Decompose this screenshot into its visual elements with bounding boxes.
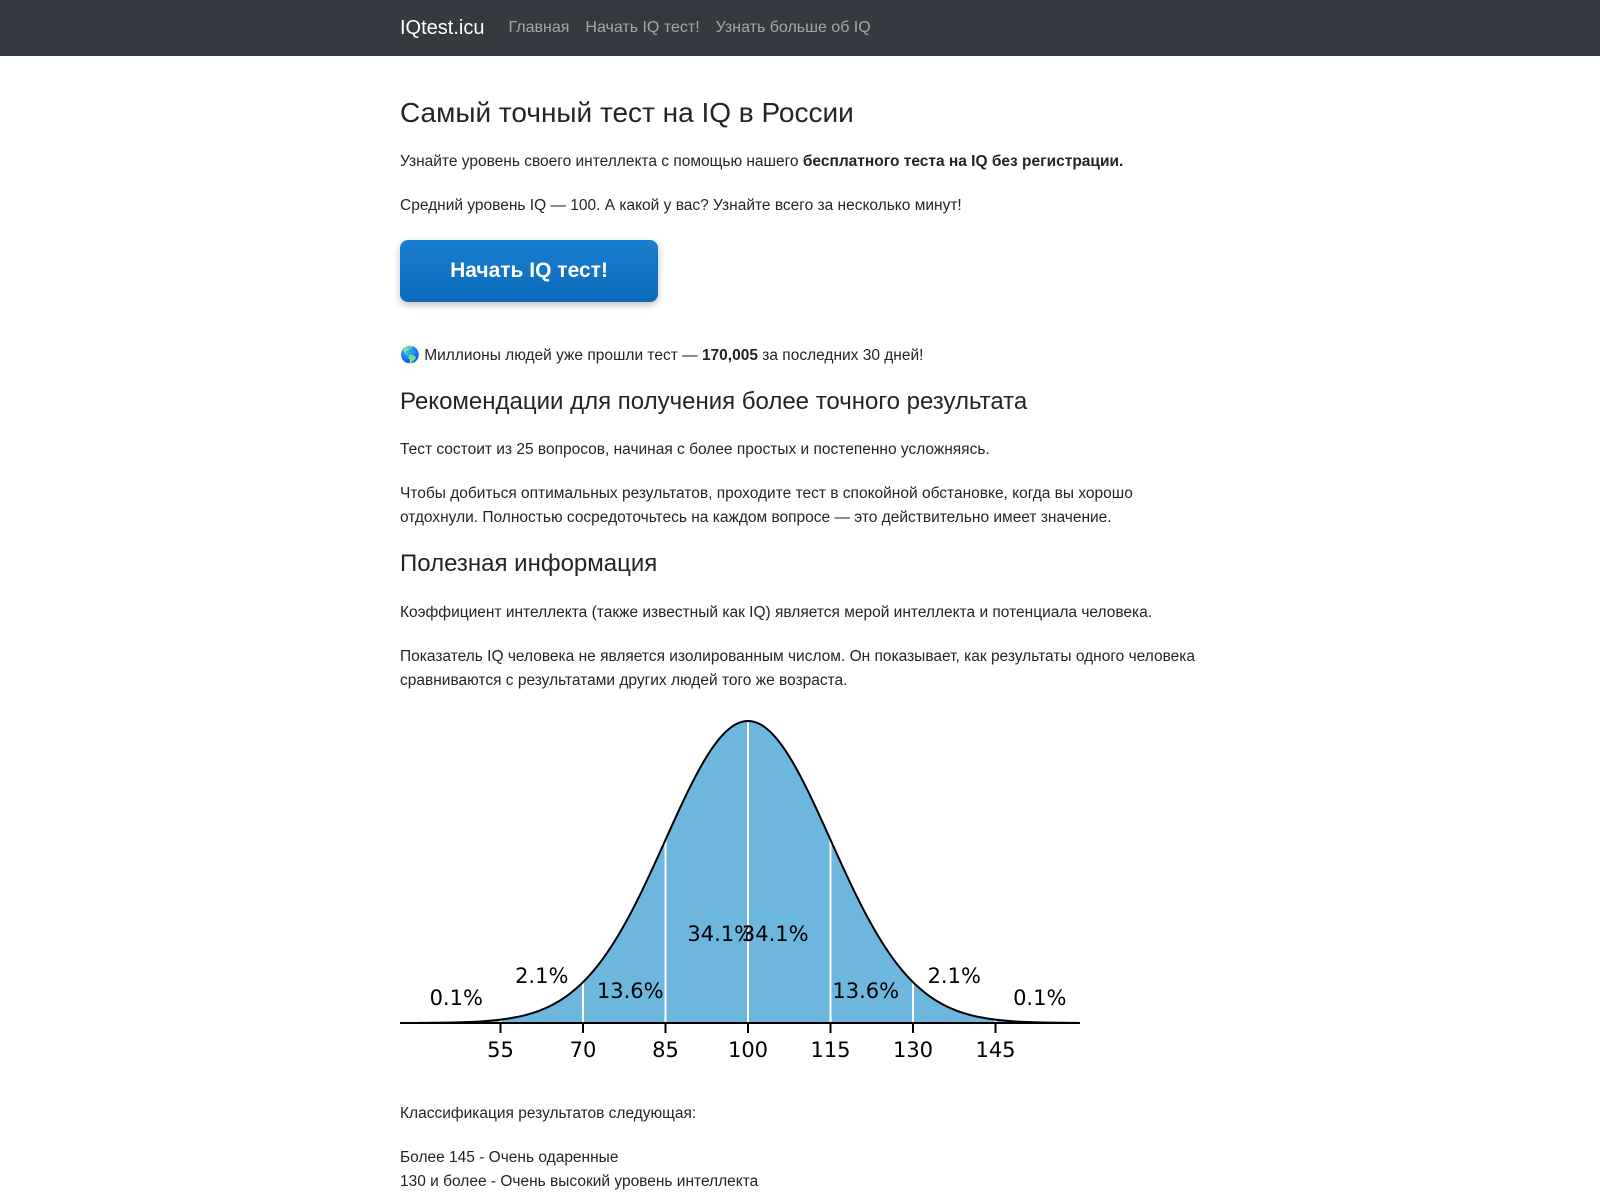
info-paragraph-1: Коэффициент интеллекта (также известный как IQ) является мерой интеллекта и потенциала человека. [400,604,1153,622]
stats-count: 170,005 [701,346,758,364]
classification-intro: Классификация результатов следующая: [400,1105,697,1123]
segment-percent-label: 13.6% [596,979,664,1004]
globe-icon: 🌎 [400,346,420,364]
recommendations-paragraph-1: Тест состоит из 25 вопросов, начиная с более простых и постепенно усложняясь. [400,441,990,459]
x-tick-label: 70 [569,1038,597,1063]
nav-link-home[interactable]: Главная [508,19,570,36]
main-content [400,56,1200,1194]
x-tick-label: 55 [487,1038,514,1063]
segment-percent-label: 34.1% [687,922,755,947]
segment-percent-label: 34.1% [741,922,809,947]
page-title: Самый точный тест на IQ в России [400,97,854,128]
start-test-button[interactable]: Начать IQ тест! [400,240,658,302]
segment-percent-label: 2.1% [515,964,569,989]
average-iq-text: Средний уровень IQ — 100. А какой у вас? Узнайте всего за несколько минут! [400,196,962,214]
intro-paragraph [400,150,1200,174]
iq-distribution-chart [400,713,1200,1088]
brand-link[interactable]: IQtest.icu [400,16,485,39]
stats-suffix: за последних 30 дней! [757,346,924,364]
nav-link-start-test[interactable]: Начать IQ тест! [585,19,700,36]
x-tick-label: 85 [652,1038,679,1063]
stats-line [400,344,1200,368]
recommendations-paragraph-2: Чтобы добиться оптимальных результатов, проходите тест в спокойной обстановке, когда вы хорошо отдохнули. Полностью сосредоточьтесь на каждом вопросе — это действительно имеет значение. [400,485,1133,527]
segment-percent-label: 2.1% [927,964,981,989]
info-heading: Полезная информация [400,550,658,578]
intro-bold-text: бесплатного теста на IQ без регистрации. [802,152,1124,170]
segment-percent-label: 0.1% [1013,986,1067,1011]
iq-distribution-svg [400,713,1080,1083]
x-tick-label: 100 [727,1038,769,1063]
classification-item: Более 145 - Очень одаренные [400,1149,619,1167]
intro-text: Узнайте уровень своего интеллекта с помощью нашего [400,152,803,170]
x-tick-label: 130 [892,1038,934,1063]
top-navbar [0,0,1600,56]
x-tick-label: 145 [975,1038,1016,1063]
recommendations-heading: Рекомендации для получения более точного результата [400,387,1028,415]
segment-percent-label: 13.6% [832,979,900,1004]
classification-item: 130 и более - Очень высокий уровень интеллекта [400,1173,759,1191]
x-tick-label: 115 [810,1038,851,1063]
info-paragraph-2: Показатель IQ человека не является изолированным числом. Он показывает, как результаты одного человека сравниваются с результатами других людей того же возраста. [400,648,1196,690]
nav-link-learn-more[interactable]: Узнать больше об IQ [715,19,871,36]
classification-list [400,1146,1200,1194]
stats-prefix: Миллионы людей уже прошли тест — [419,346,702,364]
segment-percent-label: 0.1% [429,986,483,1011]
